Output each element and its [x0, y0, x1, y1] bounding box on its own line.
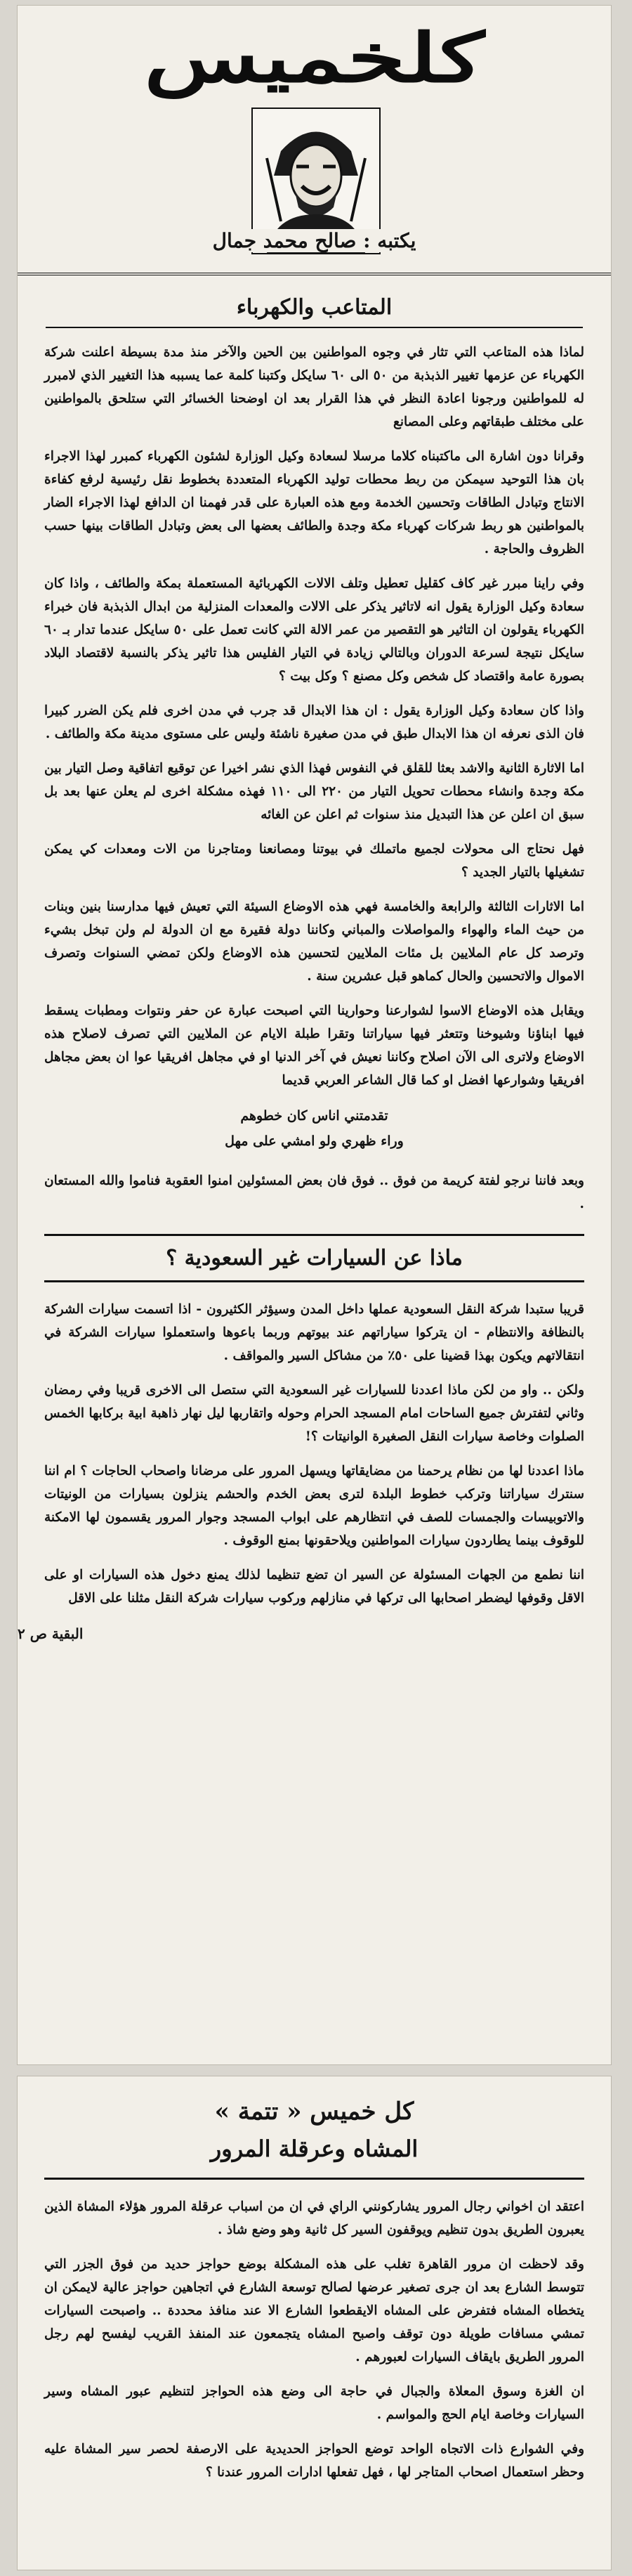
article-body-pedestrians	[18, 2195, 611, 2484]
paragraph: اما الاثارات الثالثة والرابعة والخامسة فهي هذه الاوضاع السيئة التي تعيش فيها مدارسنا بنين وبنات من حيث الماء والهواء والمواصلات والمباني وكاننا دولة فقيرة مع ان الدولة لم ولن تبخل بشيء وترصد كل عام الملايين بل مئات الملايين لتحسين هذه الاوضاع ولكن تمضي السنوات وتصرف الاموال والاتحسين والحال كماهو قبل عشرين سنة .	[44, 899, 584, 984]
article-title-pedestrians: المشاه وعرقلة المرور	[210, 2135, 419, 2162]
poem-verse	[44, 1103, 584, 1154]
paragraph: وفي الشوارع ذات الاتجاه الواحد توضع الحواجز الحديدية على الارصفة لحصر سير المشاة عليه وحظر استعمال اصحاب المتاجر لها ، فهل تفعلها ادارات المرور عندنا ؟	[44, 2442, 584, 2480]
column-logo: كلخميس	[144, 18, 485, 98]
article-title-cars: ماذا عن السيارات غير السعودية ؟	[44, 1234, 584, 1282]
paragraph: وقرانا دون اشارة الى ماكتبناه كلاما مرسلا لسعادة وكيل الوزارة لشئون الكهرباء كمبرر لهذا الاجراء بان هذا التوحيد سيمكن من ربط محطات توليد الكهرباء المتعددة بخطوط نقل رئيسية لرفع كفاءة الانتاج وتبادل الطاقات وتحسين الخدمة ومع هذه العبارة على قدر فهمنا ان الدافع لهذا الاجراء الضار بالمواطنين هو ربط شركات كهرباء مكة وجدة والطائف بعضها الى بعض وتبادل الطاقات بينها حسب الظروف والحاجة .	[44, 449, 584, 557]
paragraph: وقد لاحظت ان مرور القاهرة تغلب على هذه المشكلة بوضع حواجز حديد من فوق الجزر التي تتوسط الشارع بعد ان جرى تصغير عرضها لصالح توسعة الشارع في اتجاهين حواجز عالية لايمكن ان يتخطاه المشاه فتفرض على المشاه الايقطعوا الشارع الا عند منافذ محددة .. واصبحت السيارات تمشي مسافات طويلة دون توقف واصبح المشاه يتجمعون عند المنفذ القريب ليفسح لهم رجل المرور الطريق بايقاف السيارات لعبورهم .	[44, 2257, 584, 2364]
author-byline: يكتبه : صالح محمد جمال	[18, 229, 611, 252]
divider	[44, 2178, 584, 2180]
column-kicker: كل خميس « تتمة »	[214, 2097, 414, 2126]
paragraph: واذا كان سعادة وكيل الوزارة يقول : ان هذا الابدال قد جرب في مدن اخرى فلم يكن الضرر كبيرا فان الذى نعرفه ان هذا الابدال طبق في مدن صغيرة ناشئة وليس على مستوى مدينة مكة والطائف .	[44, 703, 584, 741]
closing-paragraph: وبعد فاننا نرجو لفتة كريمة من فوق .. فوق فان بعض المسئولين امنوا العقوبة فناموا والله المستعان .	[44, 1173, 584, 1211]
verse-line: وراء ظهري ولو امشي على مهل	[225, 1133, 404, 1149]
article-body-electricity	[18, 341, 611, 1216]
paragraph: ويقابل هذه الاوضاع الاسوا لشوارعنا وحوارينا التي اصبحت عبارة عن حفر ونتوات ومطبات يسقط فيها ابناؤنا وشيوخنا وتتعثر فيها سياراتنا وتقرا طبلة الايام عن الملايين التي تصرف لاصلاح هذه الاوضاع ولاترى الى الآن اصلاح وكاننا نعيش في آخر الدنيا او في مجاهل افريقيا عوا ان بعض مجاهل افريقيا وشوارعها افضل او كما قال الشاعر العربي قديما	[44, 1003, 584, 1088]
paragraph: وفي راينا مبرر غير كاف كقليل تعطيل وتلف الالات الكهربائية المستعملة بمكة والطائف ، واذا كان سعادة وكيل الوزارة يقول انه لاتاثير يذكر على الالات والمعدات المنزلية من ابدال الذبذبة فان خبراء الكهرباء يقولون ان التاثير هو التقصير من عمر الالة التي كانت تعمل على ٥٠ سايكل عندما تدار بـ ٦٠ سايكل نتيجة لسرعة الدوران وبالتالي زيادة في التيار الفليس هذا تاثير يذكر بالنسبة لاقتصاد البلاد بصورة عامة واقتصاد كل شخص وكل مصنع ؟ وكل بيت ؟	[44, 576, 585, 684]
continuation-header	[18, 2076, 611, 2162]
paragraph: اعتقد ان اخواني رجال المرور يشاركونني الراي في ان من اسباب عرقلة المرور هؤلاء المشاة الذين يعبرون الطريق بدون تنظيم ويوقفون السير كل ثانية وهو وضع شاذ .	[44, 2199, 584, 2237]
paragraph: ان الغزة وسوق المعلاة والجبال في حاجة الى وضع هذه الحواجز لتنظيم عبور المشاه وسير السيارات وخاصة ايام الحج والمواسم .	[44, 2384, 584, 2422]
article-title-electricity: المتاعب والكهرباء	[46, 295, 583, 328]
paragraph: فهل نحتاج الى محولات لجميع ماتملك في بيوتنا ومصانعنا ومتاجرنا من الات ومعدات كي يمكن تشغيلها بالتيار الجديد ؟	[44, 842, 584, 880]
article-body-cars	[18, 1298, 611, 1610]
paragraph: ولكن .. واو من لكن ماذا اعددنا للسيارات غير السعودية التي ستصل الى الاخرى قريبا وفي رمضان وثاني لتفترش جميع الساحات امام المسجد الحرام وحوله واتقاربها ليل نهار ذاهبة ابية بركابها الخمس الصلوات وخاصة سيارات النقل الصغيرة الوانيتات ؟!	[44, 1383, 584, 1444]
paragraph: اما الاثارة الثانية والاشد بعثا للقلق في النفوس فهذا الذي نشر اخيرا عن توقيع اتفاقية وصل التيار بين مكة وجدة وانشاء محطات تحويل التيار من ٢٢٠ الى ١١٠ فهذه مشكلة اخرى لم يعلن عنها بعد بل سبق ان اعلن عن هذا التبديل منذ سنوات ثم اعلن عن الغائه	[44, 761, 585, 822]
paragraph: اننا نطمع من الجهات المسئولة عن السير ان تضع تنظيما لذلك يمنع دخول هذه السيارات او على الاقل وقوفها ليضطر اصحابها الى تركها في منازلهم وركوب سيارات شركة النقل مثلنا على الاقل	[44, 1568, 584, 1606]
paragraph: قريبا ستبدا شركة النقل السعودية عملها داخل المدن وسيؤثر الكثيرون - اذا اتسمت سيارات الشركة بالنظافة والانتظام - ان يتركوا سياراتهم عند بيوتهم وربما باعوها واستعملوا سيارات الشركة في انتقالاتهم ويكون بهذا قضينا على ٥٠٪ من مشاكل السير والمواقف .	[44, 1302, 584, 1363]
continued-note: البقية ص ٢	[18, 1625, 84, 1642]
paragraph: لماذا هذه المتاعب التي تثار في وجوه المواطنين بين الحين والآخر منذ مدة بسيطة اعلنت شركة الكهرباء عن عزمها تغيير الذبذبة من ٥٠ الى ٦٠ سايكل وكتبنا كلمة عما يسببه هذا التغيير الذي لامبرر له للمواطنين ورجونا اعادة النظر في هذا القرار بعد ان اوضحنا الخسائر التي ستلحق بالمواطنين على مختلف طبقاتهم وعلى المصانع	[44, 345, 584, 429]
column-masthead	[18, 6, 611, 275]
newspaper-clipping-continuation	[18, 2076, 611, 2570]
paragraph: ماذا اعددنا لها من نظام يرحمنا من مضايقاتها ويسهل المرور على مرضانا واصحاب الحاجات ؟ ام اننا سنترك سياراتنا وتركب خطوط البلدة لترى بعض الخدم والحشم ينزلون بسيارات من الونيتات والاتوبيسات والجمسات للصف في انتظارهم على ابواب المسجد وجوار المرور يقسمون لها الامكنة للوقوف بينما يطاردون سيارات المواطنين ويلاحقونها بمنع الوقوف .	[44, 1464, 584, 1548]
verse-line: تقدمتني اناس كان خطوهم	[240, 1108, 388, 1124]
newspaper-clipping-main	[18, 6, 611, 2064]
